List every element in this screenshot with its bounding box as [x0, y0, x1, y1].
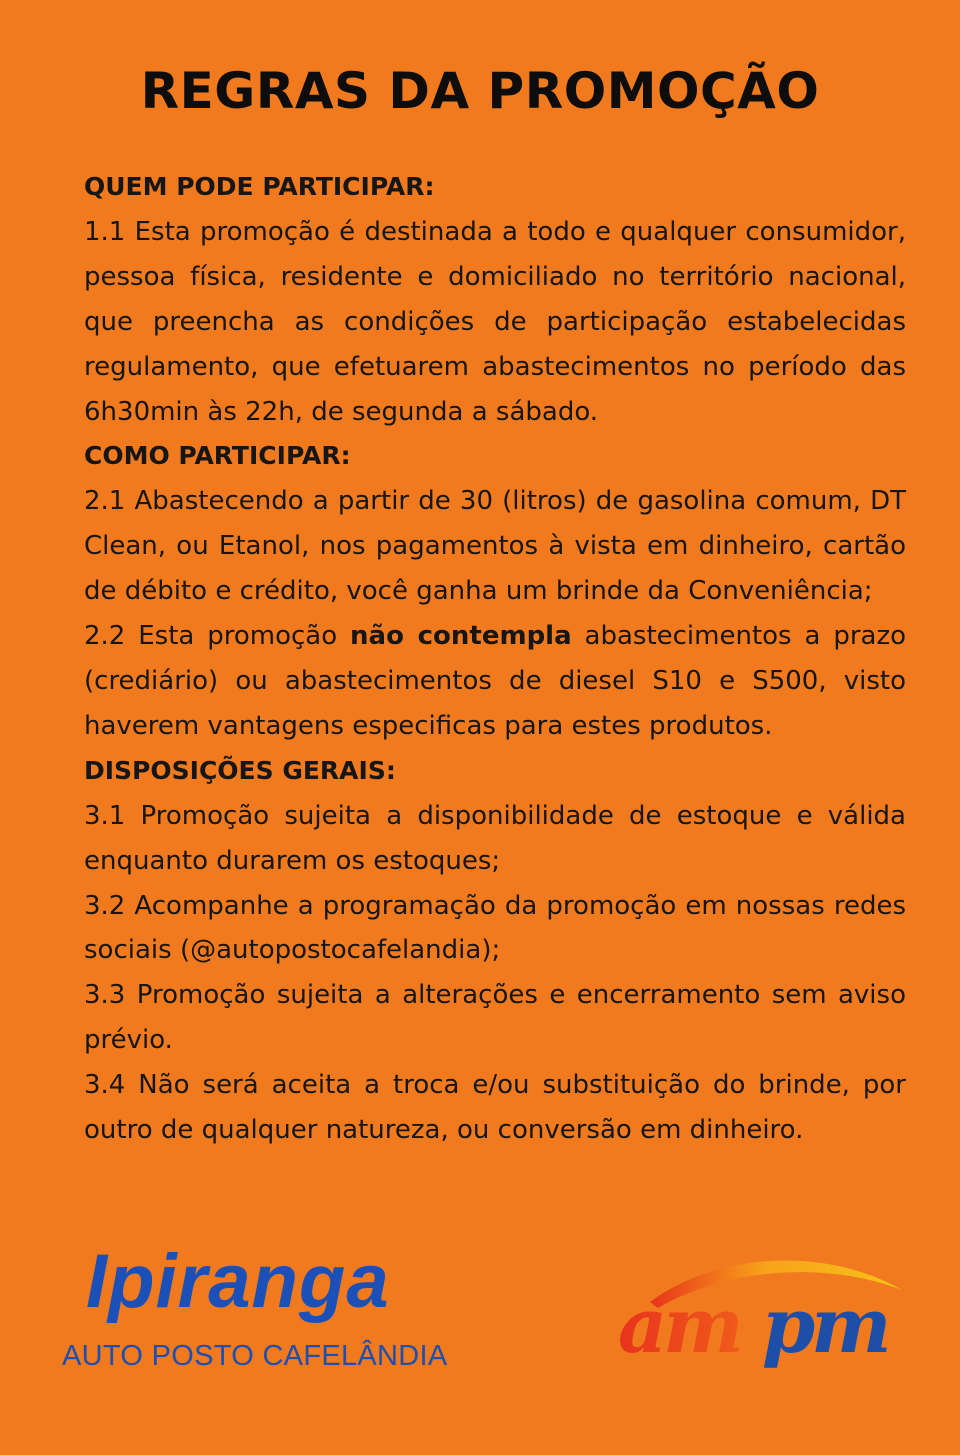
section-heading-general: DISPOSIÇÕES GERAIS:: [84, 755, 396, 785]
station-name: AUTO POSTO CAFELÂNDIA: [62, 1340, 448, 1372]
ampm-logo: [610, 1240, 920, 1390]
rule-3-4: 3.4 Não será aceita a troca e/ou substituição do brinde, por outro de qualquer natureza, ou conversão em dinheiro.: [84, 1070, 906, 1146]
rule-3-3: 3.3 Promoção sujeita a alterações e encerramento sem aviso prévio.: [84, 980, 906, 1056]
ampm-pm-text: pm: [762, 1281, 888, 1370]
rule-1-1: 1.1 Esta promoção é destinada a todo e qualquer consumidor, pessoa física, residente e domiciliado no território nacional, que preencha as condições de participação estabelecidas regulamento, que efetuarem abastecimentos no período das 6h30min às 22h, de segunda a sábado.: [84, 216, 906, 427]
rule-2-2-start: 2.2 Esta promoção: [84, 621, 351, 652]
section-heading-how: COMO PARTICIPAR:: [84, 441, 351, 471]
rule-2-2: [84, 614, 906, 749]
rule-3-2: 3.2 Acompanhe a programação da promoção em nossas redes sociais (@autopostocafelandia);: [84, 890, 906, 966]
page-title: REGRAS DA PROMOÇÃO: [140, 62, 820, 120]
section-heading-who: QUEM PODE PARTICIPAR:: [84, 172, 435, 201]
rule-3-1: 3.1 Promoção sujeita a disponibilidade de estoque e válida enquanto durarem os estoques;: [84, 800, 906, 876]
rules-content: [84, 165, 906, 1153]
rule-2-1: 2.1 Abastecendo a partir de 30 (litros) de gasolina comum, DT Clean, ou Etanol, nos pagamentos à vista em dinheiro, cartão de débito e crédito, você ganha um brinde da Conveniência;: [84, 486, 906, 607]
rule-2-2-end: abastecimentos a prazo (crediário) ou abastecimentos de diesel S10 e S500, visto haverem vantagens especificas para estes produtos.: [84, 621, 906, 741]
ipiranga-logo: Ipiranga: [86, 1239, 390, 1324]
ampm-am-text: am: [618, 1281, 740, 1370]
rule-2-2-emphasis: não contempla: [350, 621, 572, 652]
